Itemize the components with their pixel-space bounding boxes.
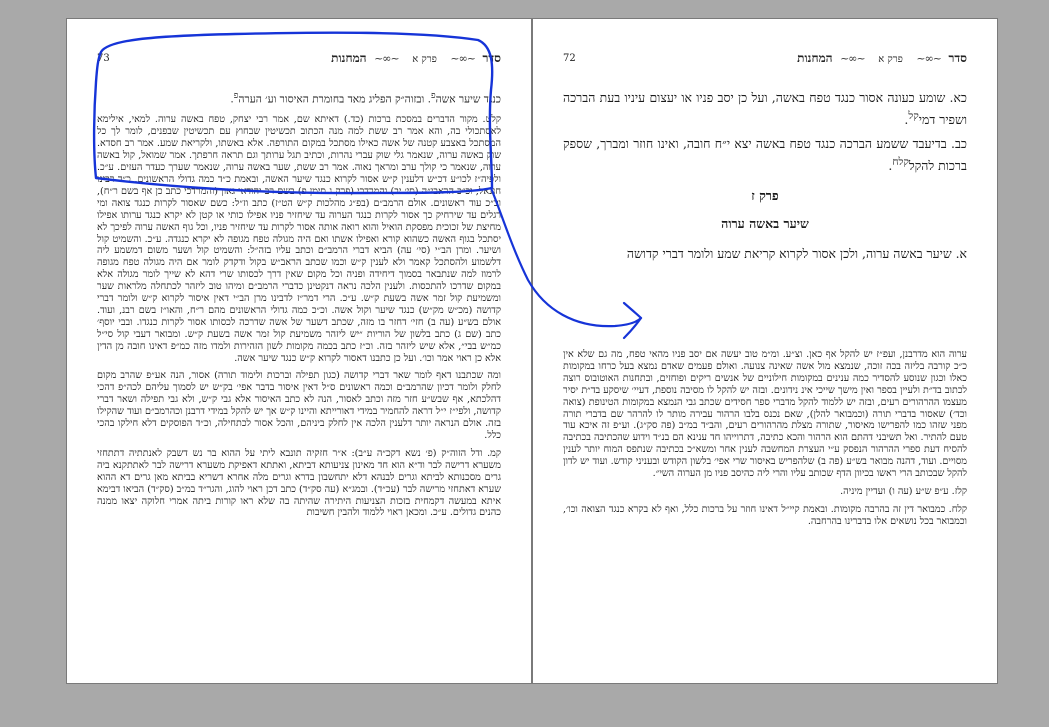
right-page-notes <box>563 349 967 534</box>
page-number: 73 <box>97 53 110 64</box>
chapter-label: פרק א <box>878 54 903 65</box>
note-paragraph: קלח. כמבואר דין זה בהרבה מקומות. ובאמת קיי״ל דאינו חוזר על ברכות כלל, ואף לא בקרא כנגד הצואה וכו׳, וכמבואר בכל נושאים אלו בדברינו בהרחבה. <box>563 503 967 527</box>
halacha-paragraph: כא. שומע כעונה אסור כנגד טפח באשה, ועל כן יסב פניו או יעצום עיניו בעת הברכה ושפיר דמי$^{קל}$. <box>563 90 967 128</box>
halacha-paragraph: א. שיער באשה ערוה, ולכן אסור לקרוא קריאת שמע ולומר דברי קדושה <box>626 246 967 262</box>
running-head-title <box>797 51 967 66</box>
left-page-body <box>97 91 501 525</box>
chapter-subtitle: שיער באשה ערוה <box>721 216 809 232</box>
book-title: המחנות <box>797 51 833 65</box>
running-head <box>97 51 501 69</box>
book-title: המחנות <box>331 51 367 65</box>
right-page-main <box>563 89 967 269</box>
note-paragraph: קמ. ודל הזוה״ק (פ׳ נשא דקכ״ה ע״ב): א״ר חזקיה תונבא ליתי על ההוא בר נש דשבק לאנתתיה דתתחזי משערא דרישה לבר וד״א הוא חד מאינון צניעותא דביתא, ואתתא דאפיקת משערא דרישה לבר לאתתקנא ביה גרים מסכנותא לביתא וגרים לבנהא דלא יתחשבון בדרא וגרים מלה אחרא דשריא בביתא מאן גרים דא ההוא שערא דאתחזי מרישה לבר (עכ״ד). ובמג״א (עה סק״ד) כתב דכן ראוי להוג, והגר״ד במ״ב (סק״ד) הביאו דבימא איתא במעשה דקמחית בזכות הצניעות היתירה שהיתה בה שלא ראו קורות ביתה אמרי חלוקה יצאו ממנה כהנים גדולים. ע״כ. ומכאן ראוי ללמוד ולהבין חשיבות <box>97 447 501 519</box>
section-title: סדר <box>948 51 967 65</box>
ornament-icon: ~∞~ <box>450 52 475 65</box>
ornament-icon: ~∞~ <box>374 52 399 65</box>
chapter-title: פרק ז <box>751 188 779 204</box>
section-title: סדר <box>482 51 501 65</box>
note-paragraph: ערוה הוא מדרבנן, ועפ״ז יש להקל אף כאן. וצ״ע. ומ״מ טוב יעשה אם יסב פניו מהאי טפח, מה גם שלא אין כ״כ קורבה בליזה בכה זוכה, שנמצא מול אשה שאינה צנועה. ואולם פעמים שאדם נמצא בעל כרחו במקומות כאלו וכגון שנוסע להסדיר כמה ענינים במקומות חילוניים של אנשים ריקים ופוחזים, ובתחנות האוטובוס רוצה לכתוב בד״ת ולעיין בספר ואין מישך שייכי אינ נידונים. ובזה יש להקל לו מסיבה נוספת, דעיי׳ שיסקע בד״ת יסיר מעצמו ההרהורים רעים, ובזה יש ללמוד להקל מדברי ספר חסידים שכתב גבי הנמצא במקומות הטינופת (צואה וכד׳) שאסור בדברי תורה (וכמבואר להלן), שאם נכנס בלבו הרהור עבירה מותר לו להרהר שם בדברי תורה מפני שזהו כמו להפרישו מאיסור, שתורה מצלת מהרהורים רעים, והב״ד במ״ב (פה סק״ג). וע״פ זה איכא עוד טעם להתיר. ואל תשיבני דהתם הוא הרהור והכא כתיבה, דתרוייהו חד ענינא הם בנ״ד וידוע שהכתיבה בכתיבה להסיח דעת ספרי ההרהור הנפסק ע״י העצרת המחשבה לענין אחר ומשא״כ בכתיבה שנתפס המוח יותר לענין מסויים. ועוד, דהנה מבואר בש״ע (פה ב) שלהפריש באיסור שרי אפי׳ בלשון הקודש ובעניני קודש. ועוד יש לדון להקל שבכותב הרי ראשו בכיוון הדף שכותב עליו והרי ליה כהיסב פניו מן הערוה השי״. <box>563 349 967 480</box>
note-paragraph: קלז. ע״פ ש״ע (עה ו) ועדיין מיניה. <box>840 485 967 497</box>
halacha-paragraph: כב. בדיעבד ששמע הברכה כנגד טפח באשה יצא י״ח חובה, ואינו חוזר ומברך, שספק ברכות להקל$^{קלח}$. <box>563 136 967 174</box>
chapter-label: פרק א <box>412 54 437 65</box>
note-paragraph: ומה שכתבנו דאף לומר שאר דברי קדושה (כגון תפילה וברכות ולימוד תורה) אסור, הנה אע״פ שהרב מקום לחלק ולומר דכיון שהרמב״ם וכמה ראשונים ס״ל דאין איסור בדבר אפי׳ בק״ש יש לסמוך עליהם לכה״פ דהכי דהלכתא, אף שבש״ע חזר מזה וכתב לאסור, הנה לא כתב האיסור אלא גבי ק״ש, ולא גבי תפילה ושאר דברי קדושה, ולפי״ז י״ל דראה להחמיר במידי דאורייתא והיינו ק״ש אך יש להקל במידי דרבנן וכהרמב״ם ועוד שהקילו בזה. אולם הנראה יותר דלענין הלכה אין לחלק ביניהם, והכל אסור לכתחילה, וכ״ד הפוסקים דלא חילקו בהכי כלל. <box>97 370 501 441</box>
running-head-title <box>331 51 501 66</box>
right-page <box>532 18 998 684</box>
note-paragraph: קלט. מקור הדברים במסכת ברכות (כד.) דאיתא שם, אמר רבי יצחק, טפח באשה ערוה. למאי, אילימא לאסתכולי בה, והא אמר רב ששת למה מנה הכתוב תכשיטין שבחוץ עם תכשיטין שבפנים, לומר לך כל המסתכל באצבע קטנה של אשה כאילו מסתכל במקום התורפה. אלא באשתו, ולקריאת שמע. אמר רב חסדא. שוק באשה ערוה, שנאמר גלי שוק עברי נהרות, וכתיב תגל ערותך וגם תראה חרפתך. אמר שמואל, קול באשה ערוה, שנאמר כי קולך ערב ומראך נאוה. אמר רב ששת, שער באשה ערוה, שנאמר שערך כעדר העזים. ע״כ. ולפיה״ז לכו״ע דכ״ש דלענין ק״ש אסור לקרוא כנגד שיער האשה, ובאמת כ״ד כמה גדולי הראשונים, כ״ד רבינו חננאל, וכ״כ הראבי״ה (סי׳ יב) והמרדכי (פרק ג סימן פ) בשם רב יהודאי גאון (והמרדכי כתב כן אף בשם ר״ח), וכ״כ עוד ראשונים. אולם הרמב״ם (בפ״ג מהלכות ק״ש הט״ז) כתב וז״ל: כשם שאסור לקרות כנגד צואה ומי רגלים עד שירחיק כך אסור לקרות כנגד הערוה עד שיחזיר פניו אפילו כותי או קטן לא יקרא כנגד ערותו אפילו מחיצת של זכוכית מפסקת הואיל והוא רואה אותה אסור לקרות עד שיחזיר פניו, וכל גוף האשה ערוה לפיכך לא יסתכל בגוף האשה כשהוא קורא ואפילו אשתו ואם היה מגולה טפח מגופה לא יקרא כנגדה. ע״כ. והשמיט קול ושיער. ומרן הב״י (סי׳ עה) הביא דברי הרמב״ם וכתב עליו בזה״ל: והשמיט קול ושער משום דמשמע ליה דלשמוע ולהסתכל קאמר ולא לענין ק״ש וכמו שכתב הראב״ש בקול ודקדק לומר אם היה מגולה טפח מגופה לרמוז למה שנתבאר בסמוך דיחידה ופניה וכל מקום שאין דרך לכסותו שרי דהא לא שייך לומר מגולה אלא במקום שדרכו להתכסות. ולענין הלכה נראה דנקטינן כדברי הרמב״ם ומיהו טוב ליזהר לכתחלה מלראות שער ומשמיעת קול זמר אשה בשעת ק״ש. ע״כ. הרי דמר״ז לדבינו מרן הב״י דאין איסור לקרוא ק״ש ולומר דברי קדושה (מכ״ש מק״ש) כנגד שיער וקול אשה. וכ״כ כמה גדולי הראשונים מהם ר״ח, והאו״ז בשם רבנ, ועוד. אולם בש״ע (עה ב) חזי׳ דחזר בו מזה, שכתב דשער של אשה שדרכה לכסותו אסור לקרות כנגדו. ובבי יוסף׳ כתב (שם ג) כתב בלשון של הוריות ״יש ליזהר משמיעת קול זמר אשה בשעת ק״ש. ומבואר דעבי קול סי״ל כמ״ש בבי״, אלא שיש ליזהר בזה. וכ״ז כתב בכמה מקומות לשון הזהירות ולמדו מזה כמ״פ דאינו חובה מן הדין אלא כן ראוי אמר וכו׳. ועל כן כתבנו דאסור לקרוא ק״ש כנגד שיער אשה. <box>97 114 501 364</box>
page-number: 72 <box>563 53 576 64</box>
ornament-icon: ~∞~ <box>840 52 865 65</box>
running-head <box>563 51 967 69</box>
ornament-icon: ~∞~ <box>916 52 941 65</box>
left-page <box>66 18 532 684</box>
top-line: כנגד שיער אשה$^פ$. ובזוה״ק הפליג מאד בחומרת האיסור וע׳ הערה$^פ$. <box>230 91 501 106</box>
